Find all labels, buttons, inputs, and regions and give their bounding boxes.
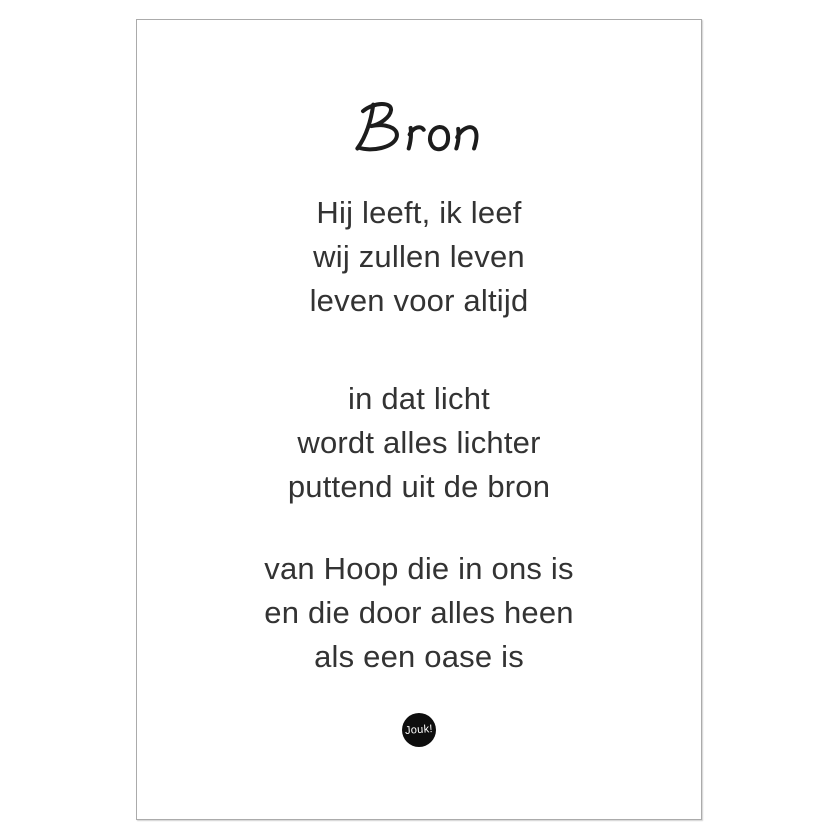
poem-stanza-1 xyxy=(137,191,701,323)
poster-card xyxy=(136,19,702,820)
poem-line: leven voor altijd xyxy=(309,283,529,318)
poem-line: wij zullen leven xyxy=(313,239,525,274)
poem-line: en die door alles heen xyxy=(264,595,574,630)
poem-stanza-2 xyxy=(137,377,701,509)
poem-stanza-3 xyxy=(137,547,701,679)
poem-line: in dat licht xyxy=(348,381,490,416)
jouk-logo-text: Jouk! xyxy=(404,723,434,737)
poem-line: Hij leeft, ik leef xyxy=(316,195,522,230)
poem-line: als een oase is xyxy=(314,639,524,674)
poem-line: van Hoop die in ons is xyxy=(264,551,574,586)
poem-title-handwriting xyxy=(349,99,489,155)
poem-title xyxy=(137,99,701,160)
poem-line: puttend uit de bron xyxy=(287,469,551,504)
poem-line: wordt alles lichter xyxy=(297,425,541,460)
poem-title-text xyxy=(489,99,490,100)
jouk-logo-badge xyxy=(402,713,436,747)
